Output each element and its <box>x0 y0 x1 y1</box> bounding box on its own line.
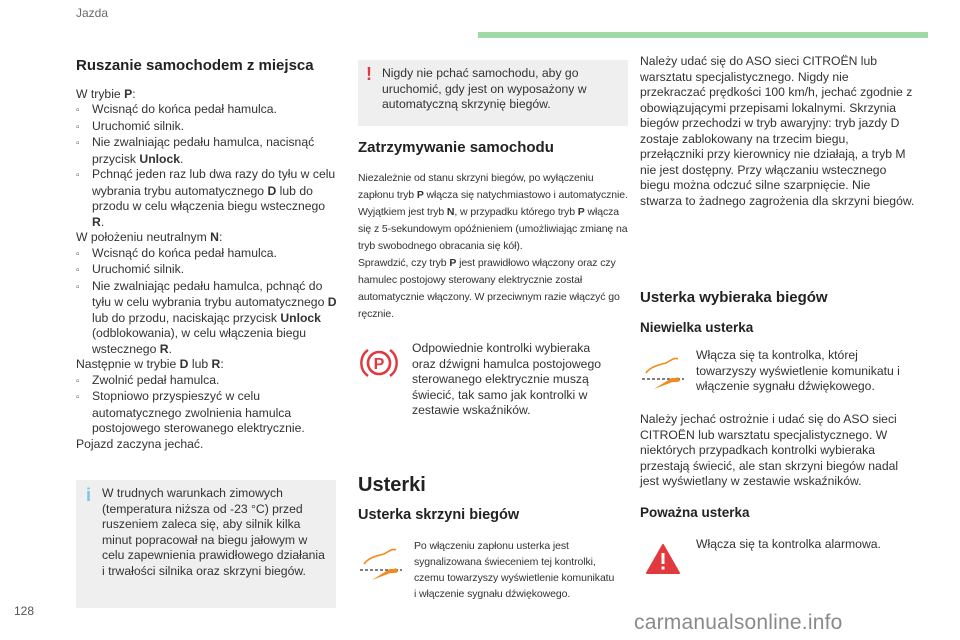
start-instructions <box>76 87 338 453</box>
column-faults <box>640 54 915 209</box>
section-title-gearbox-fault: Usterka skrzyni biegów <box>358 507 520 523</box>
list-item: ▫ Uruchomić silnik. <box>76 262 338 279</box>
page-number: 128 <box>14 604 35 618</box>
section-label: Jazda <box>76 6 109 20</box>
svg-text:P: P <box>373 356 385 373</box>
text-line: Pojazd zaczyna jechać. <box>76 436 204 451</box>
section-title-stop: Zatrzymywanie samochodu <box>358 139 554 156</box>
parking-brake-icon <box>360 344 398 382</box>
section-title-minor-fault: Niewielka usterka <box>640 320 754 335</box>
list-item: ▫ Uruchomić silnik. <box>76 119 338 136</box>
section-title-major-fault: Poważna usterka <box>640 505 750 520</box>
text-line: W trybie P: <box>76 86 136 101</box>
section-title-selector-fault: Usterka wybieraka biegów <box>640 289 828 306</box>
wrench-icon <box>640 353 686 393</box>
list-item: ▫ Nie zwalniając pedału hamulca, nacisnąć przycisk Unlock. <box>76 135 338 167</box>
gearbox-fault-intro: Należy udać się do ASO sieci CITROËN lub warsztatu specjalistycznego. Nigdy nie przekraczać prędkości 100 km/h, jechać zgodnie z obowiązującymi przepisami lokalnymi. Skrzynia biegów przechodzi w tryb awaryjny: tryb jazdy D zostaje zablokowany na trzecim biegu, przełączniki przy kierownicy nie działają, a tryb M nie jest dostępny. Przy włączaniu wstecznego biegu można odczuć silne szarpnięcie. Nie stwarza to żadnego zagrożenia dla skrzyni biegów. <box>640 54 915 208</box>
watermark: carmanualsonline.info <box>634 611 843 634</box>
list-item: ▫ Zwolnić pedał hamulca. <box>76 373 338 390</box>
column-stop <box>358 140 628 323</box>
text-line: Następnie w trybie D lub R: <box>76 357 224 371</box>
gearbox-fault-text: Po włączeniu zapłonu usterka jest sygnalizowana świeceniem tej kontrolki, czemu towarzyszy wyświetlenie komunikatu i włączenie sygnału dźwiękowego. <box>414 540 615 600</box>
warning-icon: ! <box>366 64 372 84</box>
section-title-faults: Usterki <box>358 474 426 496</box>
warning-box-text: Nigdy nie pchać samochodu, aby go uruchomić, gdy jest on wyposażony w automatyczną skrzynię biegów. <box>382 66 587 111</box>
info-box-text: W trudnych warunkach zimowych (temperatura niższa od -23 °C) przed ruszeniem zaleca się, aby silnik kilka minut popracował na biegu jałowym w celu zapewnienia prawidłowego działania i trwałości silnika oraz skrzyni biegów. <box>102 486 325 578</box>
text-line: W położeniu neutralnym N: <box>76 230 223 244</box>
major-fault-icon-text: Włącza się ta kontrolka alarmowa. <box>696 537 881 551</box>
list-item: ▫ Pchnąć jeden raz lub dwa razy do tyłu w celu wybrania trybu automatycznego D lub do przodu w celu włączenia biegu wstecznego R. <box>76 167 338 230</box>
info-icon: i <box>86 485 92 505</box>
list-item: ▫ Wcisnąć do końca pedał hamulca. <box>76 246 338 263</box>
section-accent-bar <box>478 32 928 38</box>
list-item: ▫ Nie zwalniając pedału hamulca, pchnąć do tyłu w celu wybrania trybu automatycznego D lub do przodu, naciskając przycisk Unlock (odblokowania), w celu włączenia biegu wstecznego R. <box>76 279 338 358</box>
list-item: ▫ Wcisnąć do końca pedał hamulca. <box>76 102 338 119</box>
minor-fault-icon-text: Włącza się ta kontrolka, której towarzyszy wyświetlenie komunikatu i włączenie sygnału dźwiękowego. <box>696 348 900 393</box>
minor-fault-text: Należy jechać ostrożnie i udać się do ASO sieci CITROËN lub warsztatu specjalistycznego. W niektórych przypadkach kontrolki wybieraka przestają świecić, ale stan skrzyni biegów nadal jest wyświetlany w zestawie wskaźników. <box>640 412 899 488</box>
stop-text: Niezależnie od stanu skrzyni biegów, po wyłączeniu zapłonu tryb P włącza się natychmiastowo i automatycznie. Wyjątkiem jest tryb N, w przypadku którego tryb P włącza się z 5-sekundowym opóźnieniem (umożliwiając zmianę na tryb swobodnego obracania się kół). Sprawdzić, czy tryb P jest prawidłowo włączony oraz czy hamulec postojowy sterowany elektrycznie został automatycznie włączony. W przeciwnym razie włączyć go ręcznie. <box>358 171 628 320</box>
section-title-start: Ruszanie samochodem z miejsca <box>76 57 314 74</box>
wrench-icon <box>358 544 404 584</box>
alert-triangle-icon <box>645 543 681 575</box>
list-item: ▫ Stopniowo przyspieszyć w celu automatycznego zwolnienia hamulca postojowego sterowanego elektrycznie. <box>76 389 338 437</box>
parking-icon-text: Odpowiednie kontrolki wybieraka oraz dźwigni hamulca postojowego sterowanego elektrycznie muszą świecić, tak samo jak kontrolki w zestawie wskaźników. <box>412 341 602 417</box>
column-start <box>76 54 338 452</box>
